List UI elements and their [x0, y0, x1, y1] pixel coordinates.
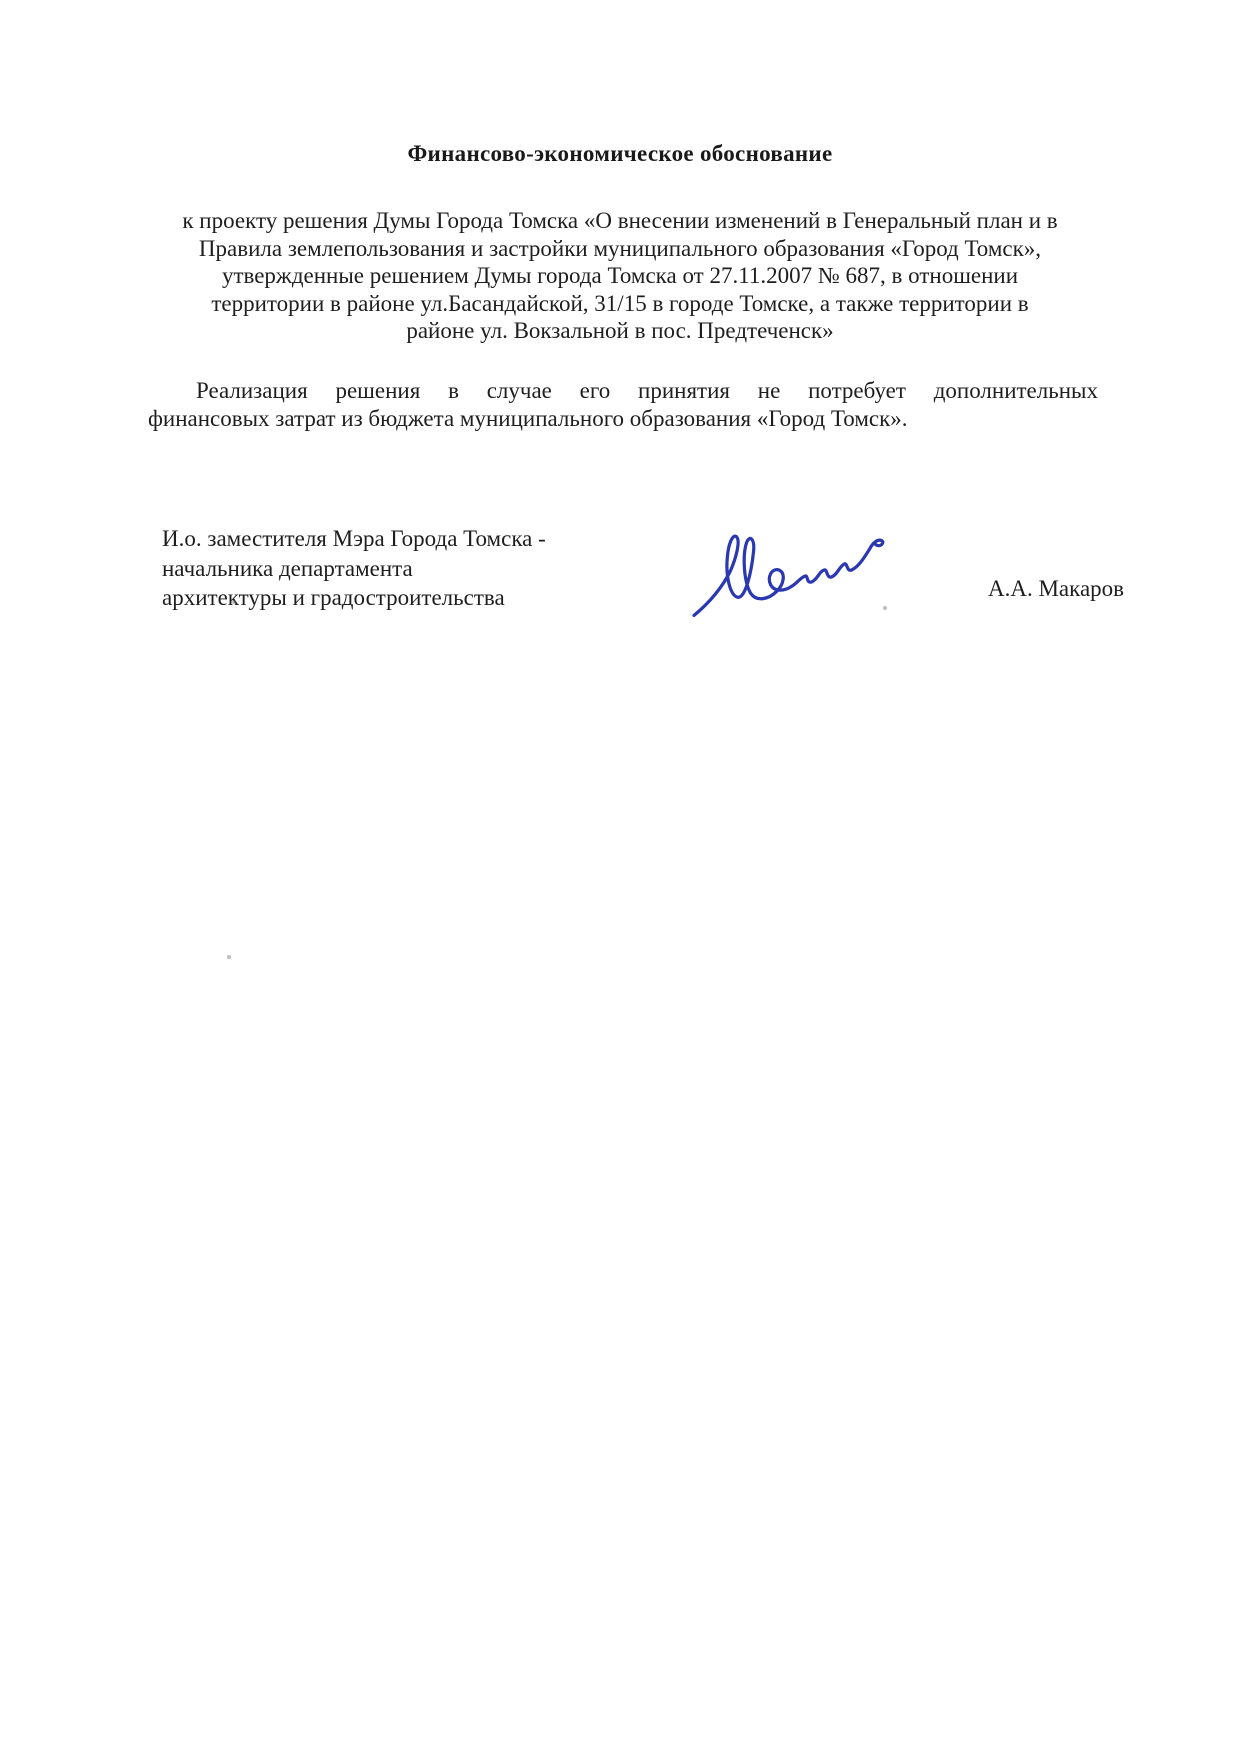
scan-speck	[232, 600, 236, 604]
signer-position-line: И.о. заместителя Мэра Города Томска -	[162, 526, 546, 551]
handwritten-signature-icon	[690, 528, 892, 620]
subtitle-line: территории в районе ул.Басандайской, 31/15 в городе Томске, а также территории в	[211, 290, 1029, 316]
body-line: финансовых затрат из бюджета муниципального образования «Город Томск».	[148, 405, 908, 431]
subtitle-line: Правила землепользования и застройки муниципального образования «Город Томск»,	[198, 235, 1042, 261]
subtitle-line: утвержденные решением Думы города Томска от 27.11.2007 № 687, в отношении	[221, 263, 1019, 288]
scan-speck	[227, 955, 231, 959]
signature-stroke	[694, 536, 883, 615]
subtitle-line: к проекту решения Думы Города Томска «О внесении изменений в Генеральный план и в	[182, 208, 1058, 233]
signer-name: А.А. Макаров	[988, 576, 1125, 601]
body-line: Реализация решения в случае его принятия не потребует дополнительных	[196, 378, 1098, 403]
body-paragraph	[148, 377, 1098, 432]
signer-position-line: архитектуры и градостроительства	[162, 585, 505, 610]
document-title: Финансово-экономическое обоснование	[407, 141, 833, 166]
signer-position-line: начальника департамента	[162, 555, 413, 581]
subtitle-line: районе ул. Вокзальной в пос. Предтеченск»	[406, 318, 834, 343]
signer-position-block	[162, 524, 682, 613]
document-subtitle	[145, 207, 1095, 345]
scan-speck	[883, 606, 887, 610]
